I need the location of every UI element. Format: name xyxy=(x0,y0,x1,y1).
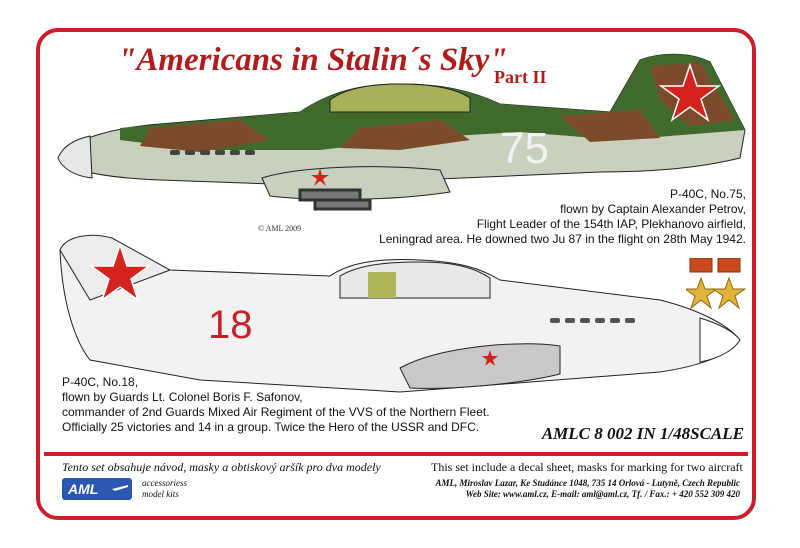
accessories-text xyxy=(142,478,187,500)
contact-address xyxy=(435,478,740,500)
caption-line: P-40C, No.75, xyxy=(669,187,746,201)
set-title: "Americans in Stalin´s Sky" xyxy=(118,42,508,78)
caption-line: Officially 25 victories and 14 in a group. Twice the Hero of the USSR and DFC. xyxy=(62,420,480,434)
caption-line: flown by Captain Alexander Petrov, xyxy=(560,202,746,216)
accessories-line: model kits xyxy=(142,489,179,499)
web-line: Web Site: www.aml.cz, E-mail: aml@aml.cz, Tf. / Fax.: + 420 552 309 420 xyxy=(465,489,740,499)
canopy-frame-18 xyxy=(368,272,396,298)
caption-line: P-40C, No.18, xyxy=(62,375,139,389)
medal-ribbon-2 xyxy=(718,258,740,272)
divider xyxy=(44,452,748,456)
english-description: This set include a decal sheet, masks for marking for two aircraft xyxy=(431,460,743,474)
caption-line: flown by Guards Lt. Colonel Boris F. Safonov, xyxy=(62,390,303,404)
code-18: 18 xyxy=(208,303,253,347)
hero-medals xyxy=(686,258,746,314)
gold-star-icon xyxy=(713,278,745,308)
aml-logo xyxy=(62,478,132,500)
product-code-scale: AMLC 8 002 IN 1/48SCALE xyxy=(541,424,744,443)
gold-star-icon xyxy=(686,278,717,308)
caption-aircraft-18 xyxy=(62,375,490,435)
medal-ribbon-1 xyxy=(690,258,712,272)
copyright: © AML 2009 xyxy=(258,224,302,233)
address-line: AML, Miroslav Lazar, Ke Studánce 1048, 735 14 Orlová - Lutyně, Czech Republic xyxy=(435,478,740,488)
canopy-18 xyxy=(340,262,490,298)
set-part: Part II xyxy=(494,67,547,87)
code-75: 75 xyxy=(500,124,549,173)
czech-description: Tento set obsahuje návod, masky a obtiskový aršík pro dva modely xyxy=(62,460,381,474)
accessories-line: accessoriess xyxy=(142,478,187,488)
caption-line: commander of 2nd Guards Mixed Air Regiment of the VVS of the Northern Fleet. xyxy=(62,405,490,419)
plane-icon xyxy=(112,482,128,494)
logo-text: AML xyxy=(68,481,99,497)
caption-line: Leningrad area. He downed two Ju 87 in the flight on 28th May 1942. xyxy=(379,232,746,246)
caption-line: Flight Leader of the 154th IAP, Plekhanovo airfield, xyxy=(476,217,746,231)
